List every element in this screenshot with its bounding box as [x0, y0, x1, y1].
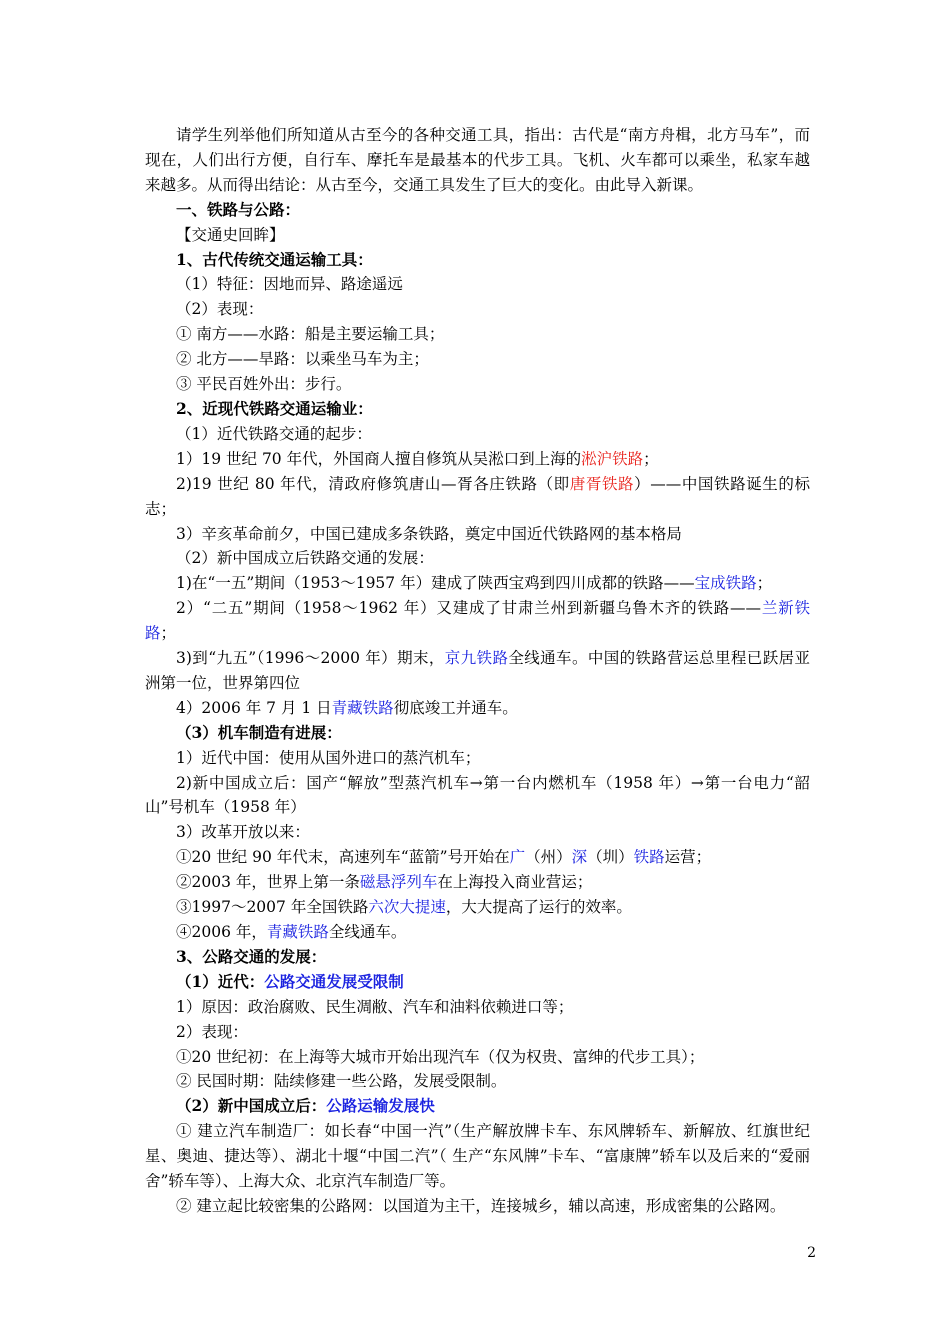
review-label: 【交通史回眸】 [176, 225, 285, 244]
highway-reason: 1）原因：政治腐败、民生凋敝、汽车和油料依赖进口等； [176, 997, 574, 1016]
highlight-shen: 深 [571, 848, 588, 867]
railway-start-item-1: 1）19 世纪 70 年代，外国商人擅自修筑从吴淞口到上海的淞沪铁路； [176, 449, 659, 468]
reform-item-4: ④2006 年，青藏铁路全线通车。 [176, 923, 407, 941]
highlight-baocheng-railway: 宝成铁路 [694, 574, 757, 593]
subsection-modern-railway: 2、近现代铁路交通运输业： [176, 398, 373, 418]
highway-show-item-2: ② 民国时期：陆续修建一些公路，发展受限制。 [176, 1072, 507, 1091]
railway-new-item-2: 2）“二五”期间（1958～1962 年）又建成了甘肃兰州到新疆乌鲁木齐的铁路——兰新铁路； [145, 599, 810, 643]
highway-modern-label: （1）近代：公路交通发展受限制 [176, 971, 404, 991]
railway-new-item-4: 4）2006 年 7 月 1 日青藏铁路彻底竣工并通车。 [176, 698, 518, 717]
railway-new-item-1: 1)在“一五”期间（1953～1957 年）建成了陕西宝鸡到四川成都的铁路——宝成铁路； [176, 574, 773, 593]
reform-item-3: ③1997～2007 年全国铁路六次大提速，大大提高了运行的效率。 [176, 898, 632, 917]
locomotive-item-3: 3）改革开放以来： [176, 823, 310, 842]
highlight-guang: 广 [509, 848, 526, 867]
ancient-feature: （1）特征：因地而异、路途遥远 [176, 275, 403, 294]
ancient-item-commoners: ③ 平民百姓外出：步行。 [176, 375, 352, 394]
highlight-qingzang-railway: 青藏铁路 [331, 698, 394, 717]
highlight-songhu-railway: 淞沪铁路 [581, 449, 644, 468]
locomotive-label: （3）机车制造有进展： [176, 722, 342, 742]
railway-start-label: （1）近代铁路交通的起步： [176, 424, 372, 443]
highway-new-item-2: ② 建立起比较密集的公路网：以国道为主干，连接城乡，辅以高速，形成密集的公路网。 [176, 1196, 786, 1215]
locomotive-item-1: 1）近代中国：使用从国外进口的蒸汽机车； [176, 748, 481, 767]
railway-start-item-3: 3）辛亥革命前夕，中国已建成多条铁路，奠定中国近代铁路网的基本格局 [176, 524, 682, 543]
locomotive-item-2: 2)新中国成立后：国产“解放”型蒸汽机车→第一台内燃机车（1958 年）→第一台电力“韶山”号机车（1958 年） [145, 773, 810, 817]
highlight-highway-limited: 公路交通发展受限制 [264, 971, 404, 991]
highway-show-label: 2）表现： [176, 1022, 248, 1041]
highlight-speed-up: 六次大提速 [368, 898, 446, 917]
highlight-railway: 铁路 [633, 848, 665, 867]
subsection-ancient-transport: 1、古代传统交通运输工具： [176, 249, 373, 269]
railway-new-china-label: （2）新中国成立后铁路交通的发展： [176, 549, 434, 568]
highway-new-item-1: ① 建立汽车制造厂：如长春“中国一汽”（生产解放牌卡车、东风牌轿车、新解放、红旗世纪星、奥迪、捷达等）、湖北十堰“中国二汽”（ 生产“东风牌”卡车、“富康牌”轿车以及后来的“爱丽舍”轿车等）、上海大众、北京汽车制造厂等。 [145, 1122, 810, 1191]
subsection-highway: 3、公路交通的发展： [176, 946, 327, 966]
highway-new-china-label: （2）新中国成立后：公路运输发展快 [176, 1096, 435, 1116]
ancient-item-south: ① 南方——水路：船是主要运输工具； [176, 325, 445, 344]
railway-start-item-2: 2)19 世纪 80 年代，清政府修筑唐山—胥各庄铁路（即唐胥铁路）——中国铁路诞生的标志； [145, 474, 810, 518]
reform-item-2: ②2003 年，世界上第一条磁悬浮列车在上海投入商业营运； [176, 873, 593, 892]
highlight-highway-fast: 公路运输发展快 [326, 1096, 435, 1116]
ancient-show-label: （2）表现： [176, 300, 264, 319]
highlight-tangxu-railway: 唐胥铁路 [569, 474, 635, 493]
document-body [145, 123, 810, 1219]
railway-new-item-3: 3)到“九五”（1996～2000 年）期末，京九铁路全线通车。中国的铁路营运总里程已跃居亚洲第一位，世界第四位 [145, 649, 810, 692]
highlight-jingjiu-railway: 京九铁路 [444, 649, 509, 668]
highlight-qingzang-railway-2: 青藏铁路 [266, 923, 329, 941]
intro-paragraph: 请学生列举他们所知道从古至今的各种交通工具，指出：古代是“南方舟楫，北方马车”，而现在，人们出行方便，自行车、摩托车是最基本的代步工具。飞机、火车都可以乘坐，私家车越来越多。从而得出结论：从古至今，交通工具发生了巨大的变化。由此导入新课。 [145, 126, 810, 194]
ancient-item-north: ② 北方——旱路：以乘坐马车为主； [176, 350, 429, 369]
highway-show-item-1: ①20 世纪初：在上海等大城市开始出现汽车（仅为权贵、富绅的代步工具）； [176, 1047, 705, 1066]
highlight-lanxin-railway: 兰新铁路 [145, 599, 810, 643]
highlight-maglev: 磁悬浮列车 [359, 873, 438, 892]
section-heading-railway-highway: 一、铁路与公路： [176, 199, 301, 219]
reform-item-1: ①20 世纪 90 年代末，高速列车“蓝箭”号开始在广（州）深（圳）铁路运营； [176, 848, 712, 867]
page-number: 2 [807, 1245, 816, 1261]
